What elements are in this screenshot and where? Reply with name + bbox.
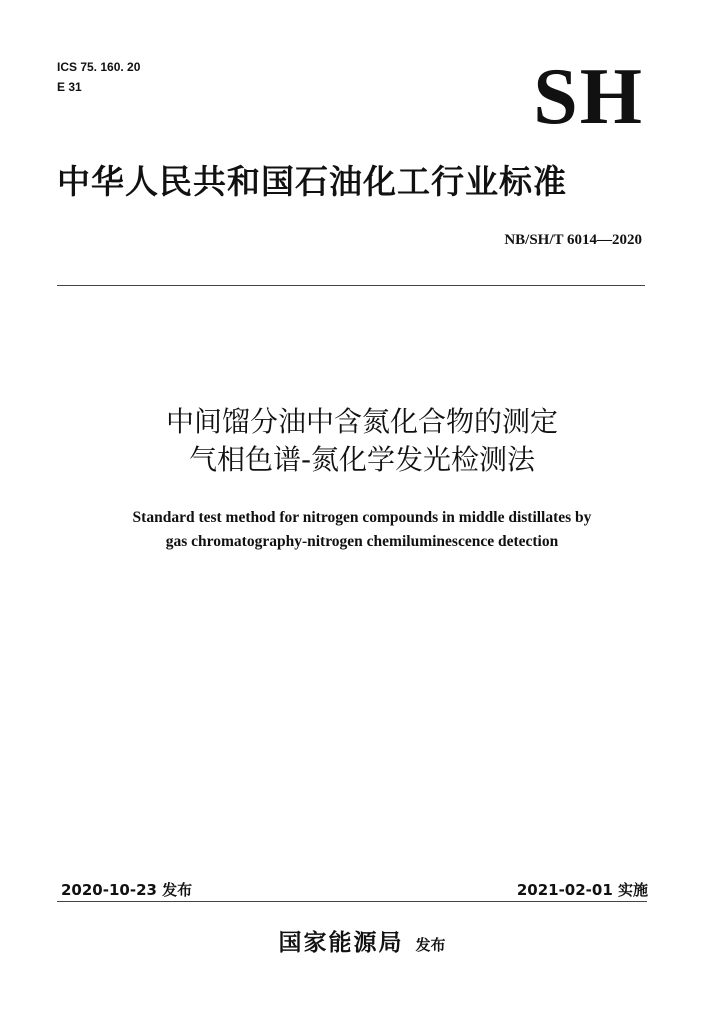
english-title: [0, 506, 724, 554]
footer-divider: [57, 901, 647, 902]
english-title-line-2: gas chromatography-nitrogen chemiluminescence detection: [165, 533, 559, 550]
chinese-title-line-1: 中间馏分油中含氮化合物的测定: [165, 405, 558, 438]
issuer: [0, 924, 724, 957]
classification-codes: [57, 57, 140, 97]
implementation-date: 2021-02-01 实施: [516, 881, 648, 899]
chinese-title-line-2: 气相色谱-氮化学发光检测法: [188, 443, 536, 476]
chinese-title: [0, 403, 724, 479]
ics-code: ICS 75. 160. 20: [57, 60, 141, 74]
category-code: E 31: [57, 80, 82, 94]
header-divider: [57, 285, 645, 286]
sh-logo: SH: [533, 53, 644, 141]
release-date: 2020-10-23 发布: [61, 881, 193, 899]
english-title-line-1: Standard test method for nitrogen compounds in middle distillates by: [132, 509, 592, 526]
standard-number: NB/SH/T 6014—2020: [504, 232, 642, 248]
industry-standard-title: 中华人民共和国石油化工行业标准: [57, 162, 567, 201]
issuer-action: 发布: [415, 936, 446, 954]
issuer-name: 国家能源局: [278, 930, 404, 956]
